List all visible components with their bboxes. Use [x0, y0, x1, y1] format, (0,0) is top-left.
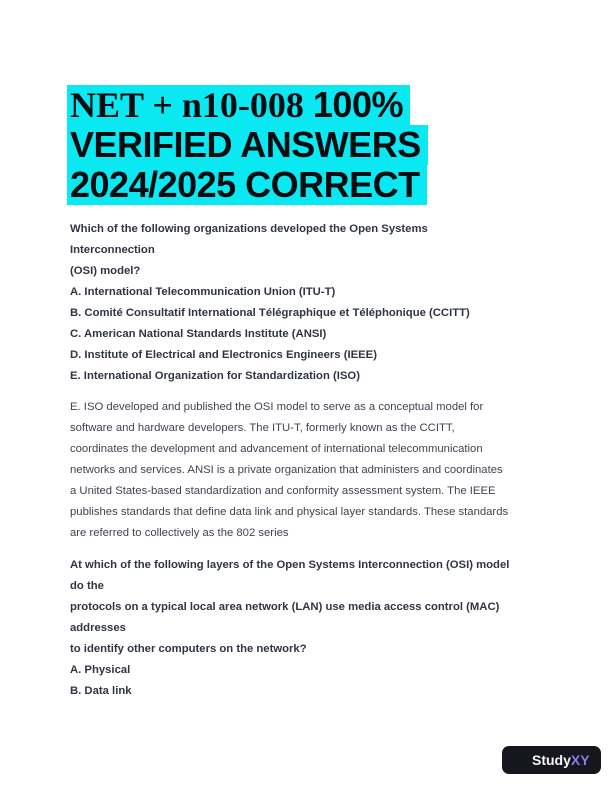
- answer-1-text: E. ISO developed and published the OSI model to serve as a conceptual model for: [70, 401, 484, 413]
- brand-text: [532, 746, 590, 774]
- title-line-1: [67, 84, 428, 124]
- question-2: [70, 555, 550, 702]
- question-1-text: Which of the following organizations developed the Open Systems: [70, 223, 428, 235]
- question-2-text: to identify other computers on the network?: [70, 643, 307, 655]
- question-2-option-b: B. Data link: [70, 685, 132, 697]
- question-2-text: do the: [70, 580, 104, 592]
- question-1-option-b: B. Comité Consultatif International Télégraphique et Téléphonique (CCITT): [70, 307, 470, 319]
- plus-icon: [510, 752, 527, 769]
- answer-1-text: are referred to collectively as the 802 series: [70, 527, 289, 539]
- question-1-option-c: C. American National Standards Institute (ANSI): [70, 328, 327, 340]
- answer-1-text: publishes standards that define data link and physical layer standards. These standards: [70, 506, 509, 518]
- answer-1-text: networks and services. ANSI is a private organization that administers and coordinates: [70, 464, 503, 476]
- question-1: [70, 219, 550, 387]
- answer-1-text: a United States-based standardization and conformity assessment system. The IEEE: [70, 485, 496, 497]
- question-1-option-d: D. Institute of Electrical and Electronics Engineers (IEEE): [70, 349, 377, 361]
- question-2-text: addresses: [70, 622, 126, 634]
- question-2-option-a: A. Physical: [70, 664, 131, 676]
- studyxy-logo: [502, 746, 601, 774]
- question-1-text: Interconnection: [70, 244, 155, 256]
- question-1-text: (OSI) model?: [70, 265, 141, 277]
- question-2-text: At which of the following layers of the Open Systems Interconnection (OSI) model: [70, 559, 510, 571]
- title-line-1-sans: 100%: [312, 84, 403, 125]
- answer-explanation-1: [70, 397, 550, 544]
- brand-study-label: Study: [532, 752, 571, 768]
- title-line-2: VERIFIED ANSWERS: [67, 124, 428, 164]
- question-1-option-e: E. International Organization for Standardization (ISO): [70, 370, 360, 382]
- question-2-text: protocols on a typical local area network (LAN) use media access control (MAC): [70, 601, 500, 613]
- answer-1-text: coordinates the development and advancement of international telecommunication: [70, 443, 483, 455]
- page-title: [67, 84, 428, 204]
- title-line-1-serif: NET + n10-008: [70, 85, 313, 125]
- question-1-option-a: A. International Telecommunication Union (ITU-T): [70, 286, 336, 298]
- answer-1-text: software and hardware developers. The ITU-T, formerly known as the CCITT,: [70, 422, 455, 434]
- brand-xy-label: XY: [570, 752, 590, 768]
- title-line-3: 2024/2025 CORRECT: [67, 164, 428, 204]
